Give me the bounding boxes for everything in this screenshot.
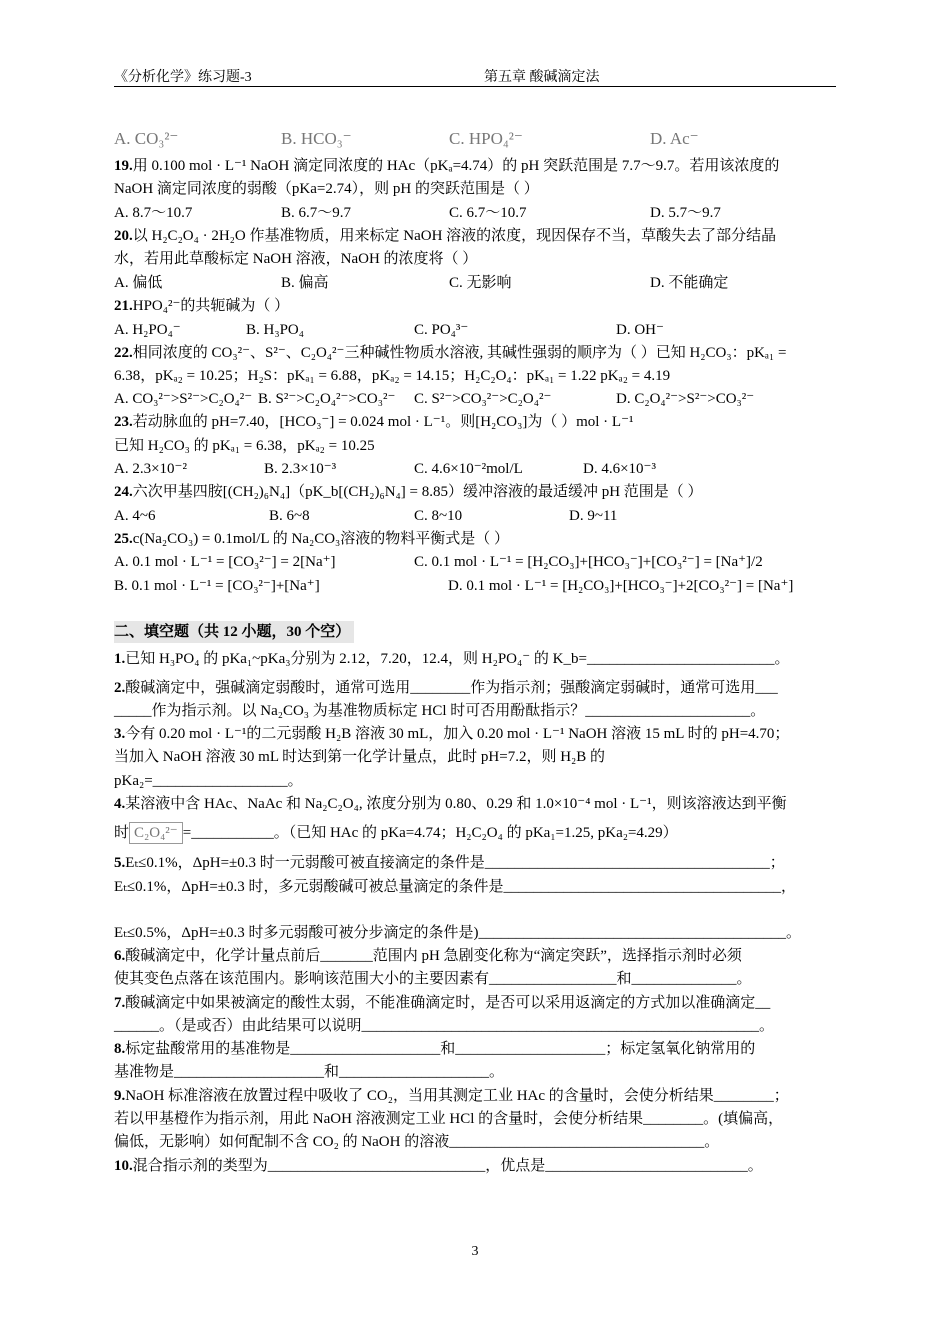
fill-5-line2: Eₜ≤0.1%，ΔpH=±0.3 时，多元弱酸碱可被总量滴定的条件是_____________________________________， [114, 879, 797, 895]
fill-5-line1: 5.Eₜ≤0.1%，ΔpH=±0.3 时一元弱酸可被直接滴定的条件是______________________________________； [114, 855, 785, 871]
q20-option-a: A. 偏低 [114, 275, 163, 291]
q25-option-a: A. 0.1 mol · L⁻¹ = [CO₃²⁻] = 2[Na⁺] [114, 554, 336, 570]
header-left: 《分析化学》练习题-3 [114, 70, 252, 85]
q19-option-b: B. 6.7～9.7 [281, 205, 352, 221]
q20-line2: 水，若用此草酸标定 NaOH 溶液，NaOH 的浓度将（ ） [114, 251, 478, 267]
q22-line1: 22.相同浓度的 CO₃²⁻、S²⁻、C₂O₄²⁻三种碱性物质水溶液, 其碱性强弱的顺序为（ ）已知 H₂CO₃：pKₐ₁ = [114, 345, 787, 361]
fill-2-line1: 2.酸碱滴定中，强碱滴定弱酸时，通常可选用________作为指示剂；强酸滴定弱碱时，通常可选用___ [114, 680, 778, 696]
fill-4-line2: 时 C₂O₄²⁻ =___________。（已知 HAc 的 pKa=4.74；H₂C₂O₄ 的 pKa₁=1.25, pKa₂=4.29） [114, 822, 840, 844]
q18-option-c: C. HPO₄²⁻ [449, 129, 523, 148]
fill-7-line1: 7.酸碱滴定中如果被滴定的酸性太弱，不能准确滴定时，是否可以采用返滴定的方式加以准确滴定__ [114, 995, 771, 1011]
q24-line1: 24.六次甲基四胺[(CH₂)₆N₄]（pK_b[(CH₂)₆N₄] = 8.85）缓冲溶液的最适缓冲 pH 范围是（ ） [114, 484, 703, 500]
fill-6-line1: 6.酸碱滴定中，化学计量点前后_______范围内 pH 急剧变化称为“滴定突跃”，选择指示剂时必须 [114, 948, 742, 964]
c2o4-concentration-bracket: C₂O₄²⁻ [129, 822, 183, 844]
fill-2-line2: _____作为指示剂。以 Na₂CO₃ 为基准物质标定 HCl 时可否用酚酞指示？______________________。 [114, 703, 766, 719]
q20-option-c: C. 无影响 [449, 275, 512, 291]
q24-option-b: B. 6~8 [269, 508, 310, 524]
q25-option-b: B. 0.1 mol · L⁻¹ = [CO₃²⁻]+[Na⁺] [114, 578, 320, 594]
fill-5-line3: Eₜ≤0.5%，ΔpH=±0.3 时多元弱酸可被分步滴定的条件是)_________________________________________。 [114, 925, 802, 941]
q18-option-d: D. Ac⁻ [650, 129, 699, 148]
q20-option-d: D. 不能确定 [650, 275, 729, 291]
q20-option-b: B. 偏高 [281, 275, 329, 291]
q24-option-a: A. 4~6 [114, 508, 156, 524]
q19-line1: 19.用 0.100 mol · L⁻¹ NaOH 滴定同浓度的 HAc（pKₐ=4.74）的 pH 突跃范围是 7.7～9.7。若用该浓度的 [114, 158, 780, 174]
q22-option-b: B. S²⁻>C₂O₄²⁻>CO₃²⁻ [258, 391, 396, 407]
fill-3-line2: 当加入 NaOH 溶液 30 mL 时达到第一化学计量点，此时 pH=7.2，则 H₂B 的 [114, 749, 606, 765]
q23-option-c: C. 4.6×10⁻²mol/L [414, 461, 523, 477]
q25-option-c: C. 0.1 mol · L⁻¹ = [H₂CO₃]+[HCO₃⁻]+[CO₃²⁻] = [Na⁺]/2 [414, 554, 763, 570]
q21-option-b: B. H₃PO₄ [246, 322, 304, 338]
fill-9-line2: 若以甲基橙作为指示剂，用此 NaOH 溶液测定工业 HCl 的含量时，会使分析结果________。(填偏高， [114, 1111, 784, 1127]
fill-3-line1: 3.今有 0.20 mol · L⁻¹的二元弱酸 H₂B 溶液 30 mL，加入 0.20 mol · L⁻¹ NaOH 溶液 15 mL 时的 pH=4.70； [114, 726, 790, 742]
q21-option-c: C. PO₄³⁻ [414, 322, 469, 338]
fill-7-line2: ______。（是或否）由此结果可以说明_____________________________________________________。 [114, 1018, 775, 1034]
q22-option-a: A. CO₃²⁻>S²⁻>C₂O₄²⁻ [114, 391, 253, 407]
q23-line1: 23.若动脉血的 pH=7.40，[HCO₃⁻] = 0.024 mol · L⁻¹。则[H₂CO₃]为（ ）mol · L⁻¹ [114, 414, 634, 430]
q19-line2: NaOH 滴定同浓度的弱酸（pKa=2.74），则 pH 的突跃范围是（ ） [114, 181, 539, 197]
header-right: 第五章 酸碱滴定法 [484, 70, 600, 85]
fill-9-line3: 偏低，无影响）如何配制不含 CO₂ 的 NaOH 的溶液__________________________________。 [114, 1134, 720, 1150]
fill-4-line1: 4.某溶液中含 HAc、NaAc 和 Na₂C₂O₄, 浓度分别为 0.80、0.29 和 1.0×10⁻⁴ mol · L⁻¹，则该溶液达到平衡 [114, 796, 787, 812]
q21-line1: 21.HPO₄²⁻的共轭碱为（ ） [114, 298, 290, 314]
q19-option-a: A. 8.7～10.7 [114, 205, 193, 221]
q23-option-d: D. 4.6×10⁻³ [583, 461, 656, 477]
q22-option-c: C. S²⁻>CO₃²⁻>C₂O₄²⁻ [414, 391, 552, 407]
q24-option-c: C. 8~10 [414, 508, 463, 524]
fill-8-line1: 8.标定盐酸常用的基准物是____________________和____________________；标定氢氧化钠常用的 [114, 1041, 756, 1057]
fill-6-line2: 使其变色点落在该范围内。影响该范围大小的主要因素有_________________和______________。 [114, 971, 752, 987]
page-header [114, 66, 836, 87]
q23-option-b: B. 2.3×10⁻³ [264, 461, 337, 477]
q22-option-d: D. C₂O₄²⁻>S²⁻>CO₃²⁻ [616, 391, 755, 407]
fill-10: 10.混合指示剂的类型为_____________________________，优点是___________________________。 [114, 1158, 763, 1174]
q19-option-d: D. 5.7～9.7 [650, 205, 721, 221]
page-number: 3 [471, 1244, 479, 1259]
fill-3-line3: pKa₂=__________________。 [114, 773, 303, 789]
fill-9-line1: 9.NaOH 标准溶液在放置过程中吸收了 CO₂，当用其测定工业 HAc 的含量时，会使分析结果________； [114, 1088, 789, 1104]
q18-option-b: B. HCO₃⁻ [281, 129, 352, 148]
q21-option-d: D. OH⁻ [616, 322, 664, 338]
q25-option-d: D. 0.1 mol · L⁻¹ = [H₂CO₃]+[HCO₃⁻]+2[CO₃²⁻] = [Na⁺] [448, 578, 794, 594]
q24-option-d: D. 9~11 [569, 508, 618, 524]
section-title: 二、填空题（共 12 小题，30 个空） [114, 621, 354, 643]
q23-option-a: A. 2.3×10⁻² [114, 461, 187, 477]
fill-8-line2: 基准物是____________________和____________________。 [114, 1064, 505, 1080]
fill-1: 1.已知 H₃PO₄ 的 pKa₁~pKa₃分别为 2.12，7.20，12.4，则 H₂PO₄⁻ 的 K_b=_________________________。 [114, 651, 790, 667]
q19-option-c: C. 6.7～10.7 [449, 205, 527, 221]
q18-option-a: A. CO₃²⁻ [114, 129, 179, 148]
q25-line1: 25.c(Na₂CO₃) = 0.1mol/L 的 Na₂CO₃溶液的物料平衡式是（ ） [114, 531, 510, 547]
q21-option-a: A. H₂PO₄⁻ [114, 322, 181, 338]
q22-line2: 6.38，pKₐ₂ = 10.25；H₂S：pKₐ₁ = 6.88，pKₐ₂ = 14.15；H₂C₂O₄：pKₐ₁ = 1.22 pKₐ₂ = 4.19 [114, 368, 671, 384]
q20-line1: 20.以 H₂C₂O₄ · 2H₂O 作基准物质，用来标定 NaOH 溶液的浓度，现因保存不当，草酸失去了部分结晶 [114, 228, 777, 244]
q23-line2: 已知 H₂CO₃ 的 pKₐ₁ = 6.38，pKₐ₂ = 10.25 [114, 438, 375, 454]
